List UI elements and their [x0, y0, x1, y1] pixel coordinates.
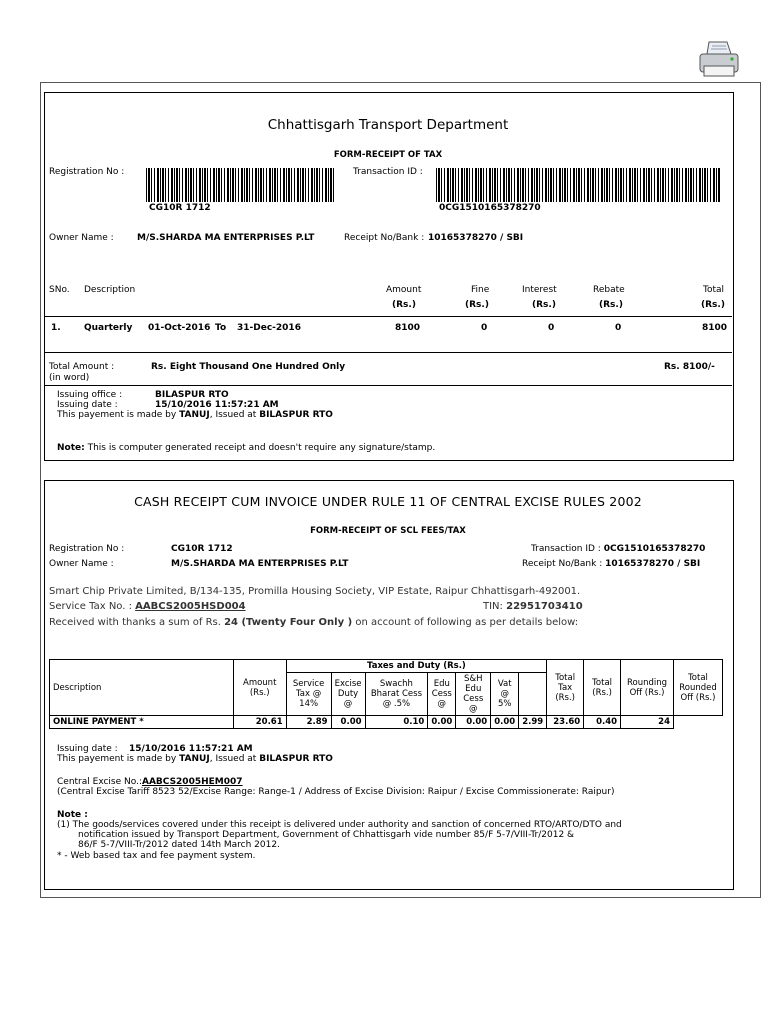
td-excise-duty: 0.00	[331, 716, 365, 729]
service-tax-no: AABCS2005HSD004	[135, 601, 246, 612]
issued-at: BILASPUR RTO	[259, 410, 333, 420]
total-in-words: Rs. Eight Thousand One Hundred Only	[151, 362, 346, 372]
total-amount-label: Total Amount :	[49, 362, 115, 372]
th-total-rounded: Total Rounded Off (Rs.)	[674, 660, 723, 716]
receipt-note	[57, 443, 435, 453]
th-edu-cess: Edu Cess @	[428, 673, 456, 716]
receipt-bank-label: Receipt No/Bank :	[344, 233, 425, 243]
issued-at-text: , Issued at	[209, 410, 257, 420]
note-label: Note:	[57, 443, 85, 453]
central-excise-label: Central Excise No.:	[57, 777, 142, 787]
inv-transaction-label: Transaction ID :	[531, 544, 601, 554]
transaction-barcode	[436, 168, 720, 202]
inv-payment-made-by: TANUJ	[179, 754, 210, 764]
inv-payment-made-line	[57, 754, 333, 764]
col-rebate-unit: (Rs.)	[599, 300, 623, 310]
th-rounding: Rounding Off (Rs.)	[621, 660, 674, 716]
td-vat: 0.00	[491, 716, 519, 729]
inv-transaction	[531, 544, 705, 554]
inv-issued-at-text: , Issued at	[209, 754, 257, 764]
th-vat: Vat @ 5%	[491, 673, 519, 716]
row-total: 8100	[702, 323, 728, 333]
inv-note-line-2: notification issued by Transport Department, Government of Chhattisgarh vide number 85/F 5-7/VIII-Tr/2012 &	[78, 830, 575, 840]
col-amount-unit: (Rs.)	[392, 300, 416, 310]
th-sh-edu-cess: S&H Edu Cess @	[456, 673, 491, 716]
th-swachh: Swachh Bharat Cess @ .5%	[365, 673, 428, 716]
td-rounding: 0.40	[584, 716, 621, 729]
inv-registration-number: CG10R 1712	[171, 544, 233, 554]
issuing-date-label: Issuing date :	[57, 400, 118, 410]
col-interest: Interest	[522, 285, 557, 295]
col-amount: Amount	[386, 285, 422, 295]
inv-issuing-date: 15/10/2016 11:57:21 AM	[129, 744, 253, 754]
th-total: Total (Rs.)	[584, 660, 621, 716]
tin-label: TIN:	[483, 601, 503, 612]
received-suffix: on account of following as per details below:	[355, 617, 579, 628]
tin-value: 22951703410	[506, 601, 583, 612]
td-swachh: 0.10	[365, 716, 428, 729]
registration-label: Registration No :	[49, 167, 125, 177]
inv-issuing-date-label: Issuing date :	[57, 744, 118, 754]
owner-name: M/S.SHARDA MA ENTERPRISES P.LT	[137, 233, 315, 243]
central-excise-line	[57, 777, 243, 787]
owner-label: Owner Name :	[49, 233, 114, 243]
received-prefix: Received with thanks a sum of Rs.	[49, 617, 221, 628]
inv-note-line-1: (1) The goods/services covered under this receipt is delivered under authority and sanction of concerned RTO/ARTO/DTO and	[57, 820, 622, 830]
issuing-date: 15/10/2016 11:57:21 AM	[155, 400, 279, 410]
registration-barcode	[146, 168, 336, 202]
td-total: 23.60	[547, 716, 584, 729]
td-total-tax: 2.99	[519, 716, 547, 729]
received-amount: 24 (Twenty Four Only )	[224, 617, 353, 628]
col-description: Description	[84, 285, 136, 295]
inv-note-label: Note :	[57, 810, 88, 820]
td-amount: 20.61	[233, 716, 286, 729]
note-text: This is computer generated receipt and doesn't require any signature/stamp.	[87, 443, 436, 453]
divider	[44, 385, 732, 386]
tin-line	[483, 601, 583, 612]
issuing-office: BILASPUR RTO	[155, 390, 229, 400]
payment-made-by: TANUJ	[179, 410, 210, 420]
payment-made-line	[57, 410, 333, 420]
td-edu-cess: 0.00	[428, 716, 456, 729]
payment-made-text: This payement is made by	[57, 410, 177, 420]
inv-receipt-bank	[522, 559, 700, 569]
central-excise-details: (Central Excise Tariff 8523 52/Excise Range: Range-1 / Address of Excise Division: Raipur / Excise Commissionerate: Raipur)	[57, 787, 615, 797]
divider	[44, 352, 732, 353]
row-interest: 0	[548, 323, 555, 333]
receipt-bank: 10165378270 / SBI	[428, 233, 524, 243]
service-tax-label: Service Tax No. :	[49, 601, 132, 612]
printer-icon[interactable]	[697, 40, 741, 80]
col-total: Total	[703, 285, 725, 295]
issuing-office-label: Issuing office :	[57, 390, 123, 400]
td-service-tax: 2.89	[286, 716, 331, 729]
col-rebate: Rebate	[593, 285, 625, 295]
inv-note-line-3: 86/F 5-7/VIII-Tr/2012 dated 14th March 2012.	[78, 840, 280, 850]
tax-receipt	[44, 92, 734, 461]
col-interest-unit: (Rs.)	[532, 300, 556, 310]
td-sh-edu-cess: 0.00	[456, 716, 491, 729]
row-rebate: 0	[615, 323, 622, 333]
col-sno: SNo.	[49, 285, 70, 295]
receipt-title: Chhattisgarh Transport Department	[267, 117, 509, 133]
row-sno: 1.	[51, 323, 61, 333]
company-address: Smart Chip Private Limited, B/134-135, Promilla Housing Society, VIP Estate, Raipur Chhattisgarh-492001.	[49, 586, 581, 597]
receipt-form-title: FORM-RECEIPT OF TAX	[333, 150, 443, 160]
inv-registration-label: Registration No :	[49, 544, 125, 554]
row-to: 31-Dec-2016	[237, 323, 301, 333]
td-total-rounded: 24	[621, 716, 674, 729]
in-word-label: (in word)	[49, 373, 90, 383]
col-fine: Fine	[471, 285, 490, 295]
received-line	[49, 617, 578, 628]
row-to-label: To	[215, 323, 227, 333]
th-amount: Amount (Rs.)	[233, 660, 286, 716]
inv-transaction-id: 0CG1510165378270	[603, 544, 706, 554]
inv-owner-name: M/S.SHARDA MA ENTERPRISES P.LT	[171, 559, 349, 569]
th-total-tax: Total Tax (Rs.)	[547, 660, 584, 716]
table-row	[50, 716, 723, 729]
inv-payment-made-text: This payement is made by	[57, 754, 177, 764]
inv-issued-at: BILASPUR RTO	[259, 754, 333, 764]
row-from: 01-Oct-2016	[148, 323, 211, 333]
th-taxes-group: Taxes and Duty (Rs.)	[286, 660, 547, 673]
col-total-unit: (Rs.)	[701, 300, 725, 310]
central-excise-no: AABCS2005HEM007	[142, 777, 243, 787]
tax-table-header	[50, 660, 723, 673]
inv-note-line-4: * - Web based tax and fee payment system.	[57, 851, 256, 861]
row-fine: 0	[481, 323, 488, 333]
divider	[44, 316, 732, 317]
tax-table	[49, 659, 723, 729]
row-period: Quarterly	[84, 323, 133, 333]
th-description: Description	[50, 660, 234, 716]
row-amount: 8100	[395, 323, 421, 333]
inv-receipt-bank-value: 10165378270 / SBI	[605, 559, 701, 569]
transaction-label: Transaction ID :	[353, 167, 423, 177]
inv-owner-label: Owner Name :	[49, 559, 114, 569]
td-description: ONLINE PAYMENT *	[50, 716, 234, 729]
inv-receipt-bank-label: Receipt No/Bank :	[522, 559, 603, 569]
th-service-tax: Service Tax @ 14%	[286, 673, 331, 716]
service-tax-line	[49, 601, 246, 612]
transaction-id: 0CG1510165378270	[439, 203, 541, 213]
col-fine-unit: (Rs.)	[465, 300, 489, 310]
total-value: Rs. 8100/-	[664, 362, 715, 372]
invoice-form-title: FORM-RECEIPT OF SCL FEES/TAX	[310, 526, 466, 536]
registration-number: CG10R 1712	[149, 203, 211, 213]
th-excise-duty: Excise Duty @	[331, 673, 365, 716]
invoice-title: CASH RECEIPT CUM INVOICE UNDER RULE 11 OF CENTRAL EXCISE RULES 2002	[134, 494, 642, 509]
